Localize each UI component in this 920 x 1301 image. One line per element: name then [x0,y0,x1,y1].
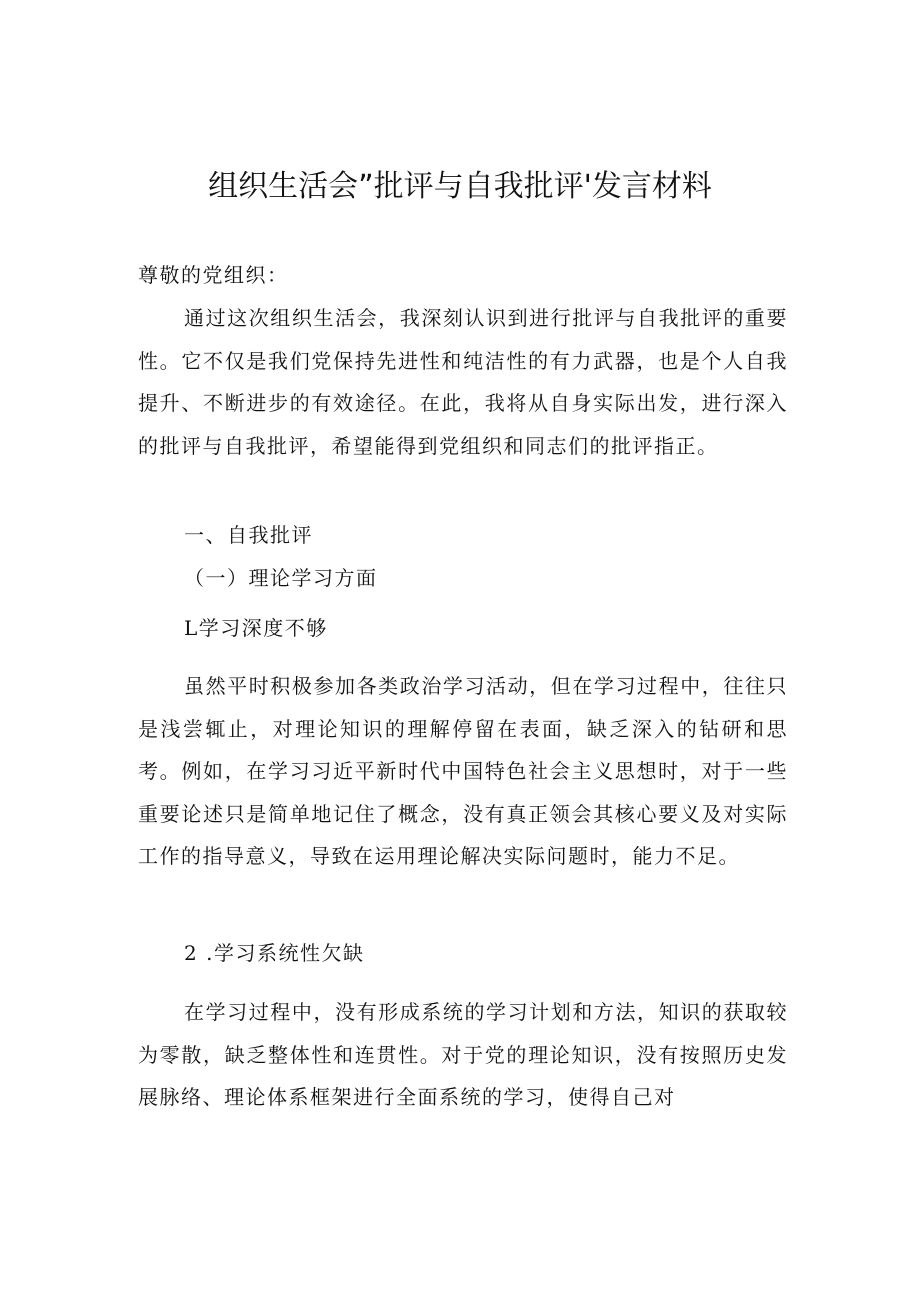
subsection-heading-theory-study: （一）理论学习方面 [184,566,378,590]
item-heading-study-system: 2 .学习系统性欠缺 [184,941,365,965]
item-1-paragraph: 虽然平时积极参加各类政治学习活动，但在学习过程中，往往只是浅尝辄止，对理论知识的理解停留在表面，缺乏深入的钻研和思考。例如，在学习习近平新时代中国特色社会主义思想时，对于一些重要论述只是简单地记住了概念，没有真正领会其核心要义及对实际工作的指导意义，导致在运用理论解决实际问题时，能力不足。 [138,674,788,868]
salutation: 尊敬的党组织： [138,263,289,287]
intro-paragraph-block [138,297,788,467]
item-2-paragraph: 在学习过程中，没有形成系统的学习计划和方法，知识的获取较为零散，缺乏整体性和连贯性。对于党的理论知识，没有按照历史发展脉络、理论体系框架进行全面系统的学习，使得自己对 [138,1000,788,1109]
intro-paragraph: 通过这次组织生活会，我深刻认识到进行批评与自我批评的重要性。它不仅是我们党保持先进性和纯洁性的有力武器，也是个人自我提升、不断进步的有效途径。在此，我将从自身实际出发，进行深入的批评与自我批评，希望能得到党组织和同志们的批评指正。 [138,306,788,458]
section-heading-self-criticism: 一、自我批评 [184,523,313,547]
item-heading-study-depth: L学习深度不够 [184,616,328,640]
item-1-paragraph-block [138,665,788,878]
item-2-paragraph-block [138,991,788,1119]
document-title: 组织生活会”批评与自我批评'发言材料 [208,169,712,204]
